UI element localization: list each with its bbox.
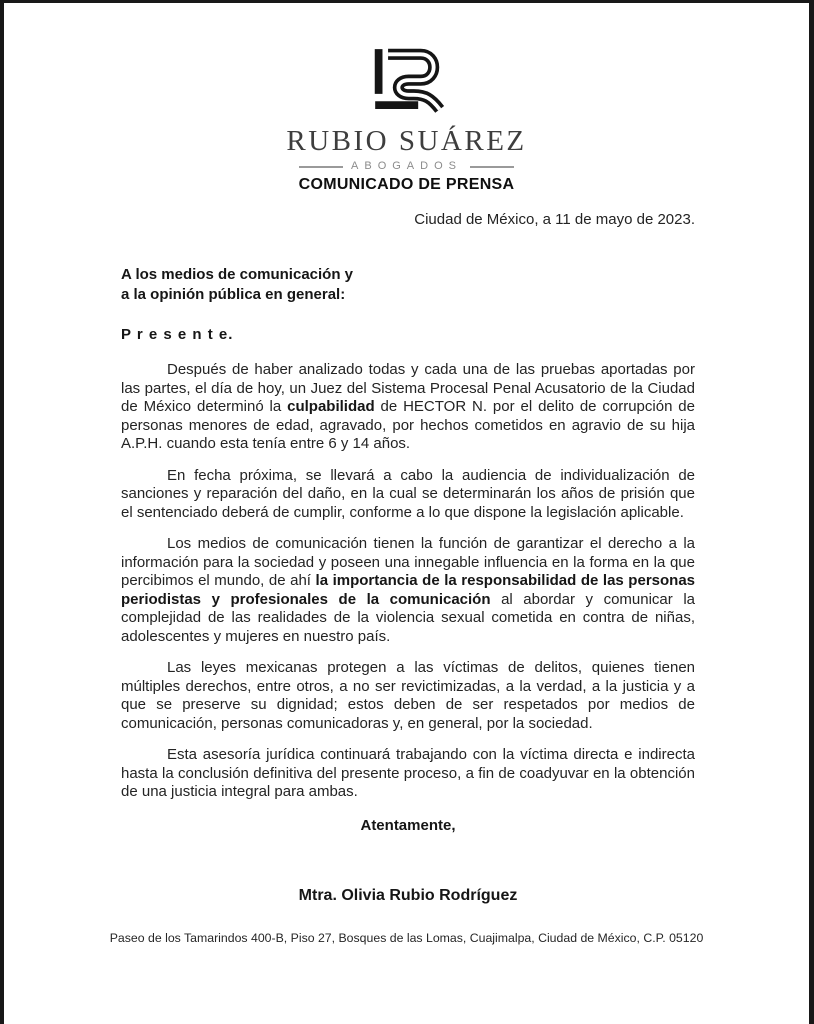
body-paragraph: Los medios de comunicación tienen la función de garantizar el derecho a la información para la sociedad y poseen una innegable influencia en la forma en la que percibimos el mundo, de ahí la importancia de la responsabilidad de las personas periodistas y profesionales de la comunicación al abordar y comunicar la complejidad de las realidades de la violencia sexual cometida en contra de niñas, adolescentes y mujeres en nuestro país.: [121, 535, 696, 645]
brand-subtitle-row: [4, 161, 809, 172]
brand-name: RUBIO SUÁREZ: [286, 125, 527, 157]
salutation: P r e s e n t e.: [121, 326, 234, 343]
addressee-line-2: a la opinión pública en general:: [121, 286, 346, 303]
dateline: Ciudad de México, a 11 de mayo de 2023.: [414, 211, 695, 228]
rs-monogram-icon: [364, 43, 450, 119]
letter-content: [4, 210, 809, 906]
body-paragraph: Esta asesoría jurídica continuará trabajando con la víctima directa e indirecta hasta la conclusión definitiva del presente proceso, a fin de coadyuvar en la obtención de una justicia integral para ambas.: [121, 746, 695, 800]
letterhead: [4, 3, 809, 194]
farewell: Atentamente,: [360, 816, 456, 834]
addressee-block: [121, 265, 695, 305]
addressee-line-1: A los medios de comunicación y: [121, 266, 354, 283]
left-rule: [299, 166, 343, 168]
document-type-title: COMUNICADO DE PRENSA: [298, 176, 515, 193]
body-paragraph: En fecha próxima, se llevará a cabo la audiencia de individualización de sanciones y reparación del daño, en la cual se determinarán los años de prisión que el sentenciado deberá de cumplir, conforme a lo que dispone la legislación aplicable.: [121, 466, 695, 521]
footer-address: Paseo de los Tamarindos 400-B, Piso 27, Bosques de las Lomas, Cuajimalpa, Ciudad de México, C.P. 05120: [109, 930, 704, 945]
signatory-name: Mtra. Olivia Rubio Rodríguez: [298, 886, 518, 904]
body-paragraph: Las leyes mexicanas protegen a las víctimas de delitos, quienes tienen múltiples derechos, entre otros, a no ser revictimizadas, a la verdad, a la justicia y a que se preserve su dignidad; estos deben de ser respetados por medios de comunicación, personas comunicadoras y, en general, por la sociedad.: [121, 659, 695, 732]
body-paragraph: Después de haber analizado todas y cada una de las pruebas aportadas por las partes, el día de hoy, un Juez del Sistema Procesal Penal Acusatorio de la Ciudad de México determinó la culpabilidad de HECTOR N. por el delito de corrupción de personas menores de edad, agravado, por hechos cometidos en agravio de su hija A.P.H. cuando esta tenía entre 6 y 14 años.: [121, 361, 695, 452]
brand-subtitle: ABOGADOS: [351, 160, 462, 172]
right-rule: [470, 166, 514, 168]
body-paragraphs: [121, 361, 695, 802]
